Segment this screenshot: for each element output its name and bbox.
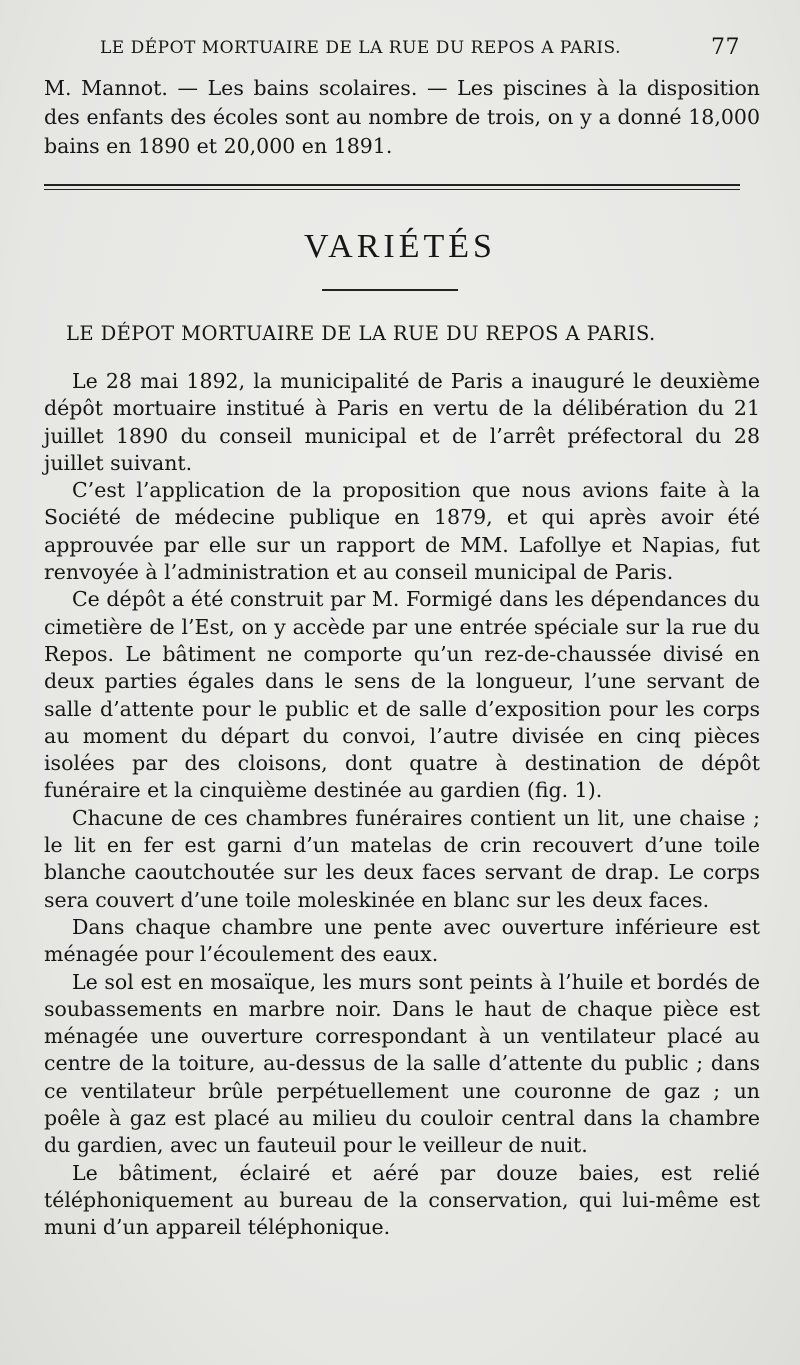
paragraph: Ce dépôt a été construit par M. Formigé dans les dépendances du cimetière de l’Est, on y accède par une entrée spéciale sur la rue du Repos. Le bâtiment ne comporte qu’un rez-de-chaussée divisé en deux parties égales dans le sens de la longueur, l’une servant de salle d’attente pour le public et de salle d’exposition pour les corps au moment du départ du convoi, l’autre divisée en cinq pièces isolées par des cloisons, dont quatre à destination de dépôt funéraire et la cinquième destinée au gardien (fig. 1).: [44, 587, 760, 803]
previous-article-end: [44, 74, 760, 161]
paragraph: C’est l’application de la proposition que nous avions faite à la Société de médecine publique en 1879, et qui après avoir été approuvée par elle sur un rapport de MM. Lafollye et Napias, fut renvoyée à l’administration et au conseil municipal de Paris.: [44, 478, 760, 585]
paragraph: Le sol est en mosaïque, les murs sont peints à l’huile et bordés de soubassements en marbre noir. Dans le haut de chaque pièce est ménagée une ouverture correspondant à un ventilateur placé au centre de la toiture, au-dessus de la salle d’attente du public ; dans ce ventilateur brûle perpétuellement une couronne de gaz ; un poêle à gaz est placé au milieu du couloir central dans la chambre du gardien, avec un fauteuil pour le veilleur de nuit.: [44, 969, 760, 1158]
double-rule-divider: [44, 184, 740, 190]
short-rule-divider: [322, 289, 458, 291]
running-title: LE DÉPOT MORTUAIRE DE LA RUE DU REPOS A PARIS.: [100, 38, 621, 58]
paragraph: Dans chaque chambre une pente avec ouverture inférieure est ménagée pour l’écoulement des eaux.: [44, 914, 760, 967]
paragraph: Le bâtiment, éclairé et aéré par douze baies, est relié téléphoniquement au bureau de la conservation, qui lui-même est muni d’un appareil téléphonique.: [44, 1160, 760, 1240]
article-title: LE DÉPOT MORTUAIRE DE LA RUE DU REPOS A PARIS.: [66, 322, 656, 345]
page-number: 77: [711, 35, 740, 60]
paragraph: Chacune de ces chambres funéraires contient un lit, une chaise ; le lit en fer est garni d’un matelas de crin recouvert d’une toile blanche caoutchoutée sur les deux faces servant de drap. Le corps sera couvert d’une toile moleskinée en blanc sur les deux faces.: [44, 805, 760, 912]
paragraph: Le 28 mai 1892, la municipalité de Paris a inauguré le deuxième dépôt mortuaire institué à Paris en vertu de la délibération du 21 juillet 1890 du conseil municipal et de l’arrêt préfectoral du 28 juillet suivant.: [44, 369, 760, 475]
running-header: [100, 35, 740, 60]
article-body: [44, 368, 760, 1242]
section-title: VARIÉTÉS: [304, 228, 496, 265]
previous-paragraph: M. Mannot. — Les bains scolaires. — Les piscines à la disposition des enfants des écoles sont au nombre de trois, on y a donné 18,000 bains en 1890 et 20,000 en 1891.: [44, 76, 760, 158]
